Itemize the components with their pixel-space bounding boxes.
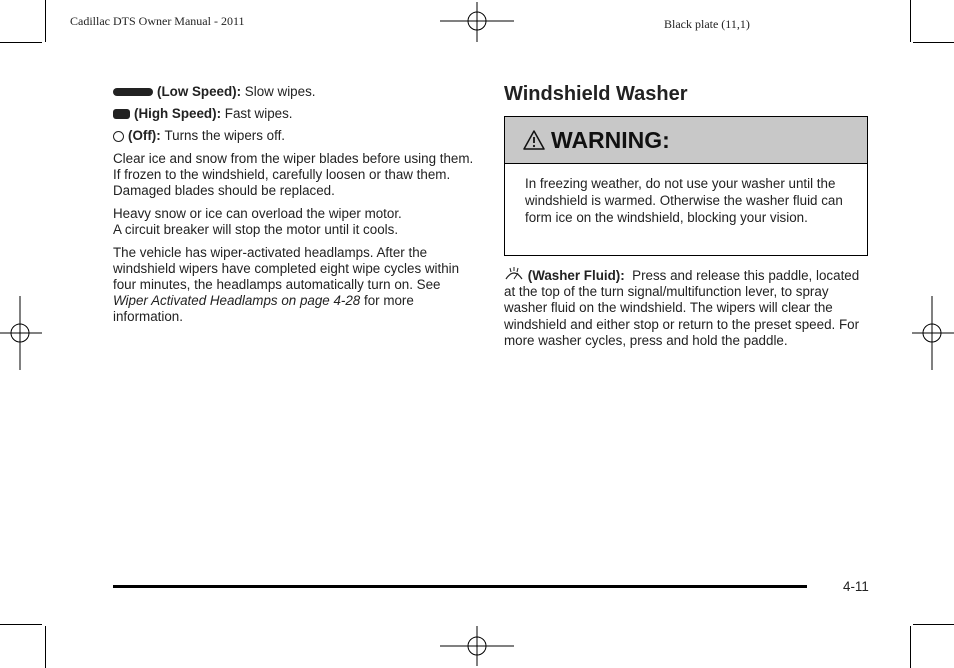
crop-mark bbox=[0, 42, 42, 43]
warning-header bbox=[505, 117, 867, 164]
crop-mark bbox=[913, 624, 954, 625]
crop-mark bbox=[910, 0, 911, 42]
registration-mark-bottom bbox=[440, 626, 514, 666]
registration-mark-right bbox=[912, 296, 954, 370]
crop-mark bbox=[0, 624, 42, 625]
warning-title: WARNING: bbox=[551, 126, 670, 153]
wiper-off-icon bbox=[113, 131, 124, 142]
crop-mark bbox=[913, 42, 954, 43]
wiper-high-speed-icon bbox=[113, 109, 130, 119]
headlamps-end: for more information. bbox=[113, 293, 414, 325]
overload-line-2: A circuit breaker will stop the motor until it cools. bbox=[113, 221, 399, 237]
washer-paragraph bbox=[504, 267, 866, 349]
footer-rule bbox=[113, 585, 807, 588]
list-item bbox=[113, 84, 475, 100]
headlamps-text: The vehicle has wiper-activated headlamps. After the windshield wipers have completed eight wipe cycles within four minutes, the headlamps automatically turn on. See bbox=[113, 244, 460, 293]
paragraph-ice-snow: Clear ice and snow from the wiper blades before using them. If frozen to the windshield, carefully loosen or thaw them. Damaged blades should be replaced. bbox=[113, 150, 474, 199]
item-text: Slow wipes. bbox=[244, 84, 316, 99]
item-label: (Low Speed): bbox=[157, 84, 242, 99]
warning-text: In freezing weather, do not use your washer until the windshield is warmed. Otherwise the washer fluid can form ice on the windshield, blocking your vision. bbox=[525, 176, 843, 225]
plate-label: Black plate (11,1) bbox=[664, 17, 750, 31]
registration-mark-left bbox=[0, 296, 42, 370]
left-column bbox=[113, 84, 475, 332]
crop-mark bbox=[45, 626, 46, 668]
warning-box bbox=[504, 116, 868, 256]
washer-label: (Washer Fluid): bbox=[527, 268, 625, 283]
washer-fluid-icon bbox=[504, 267, 524, 281]
item-text: Fast wipes. bbox=[224, 106, 293, 122]
wiper-low-speed-icon bbox=[113, 88, 153, 96]
overload-line-1: Heavy snow or ice can overload the wiper motor. bbox=[113, 205, 402, 221]
paragraph-overload bbox=[113, 206, 475, 238]
warning-triangle-icon bbox=[523, 130, 545, 150]
washer-text: Press and release this paddle, located at the top of the turn signal/multifunction lever, to spray washer fluid on the windshield. The wipers will clear the windshield and either stop or return to the preset speed. For more washer cycles, press and hold the paddle. bbox=[504, 268, 860, 348]
list-item bbox=[113, 106, 475, 122]
manual-title: Cadillac DTS Owner Manual - 2011 bbox=[70, 14, 245, 28]
item-text: Turns the wipers off. bbox=[164, 128, 286, 144]
section-heading: Windshield Washer bbox=[504, 83, 688, 105]
crop-mark bbox=[910, 626, 911, 668]
item-label: (High Speed): bbox=[134, 106, 222, 122]
cross-reference-link[interactable]: Wiper Activated Headlamps on page 4-28 bbox=[113, 293, 361, 309]
registration-mark-top bbox=[440, 2, 514, 42]
paragraph-headlamps bbox=[113, 245, 475, 326]
crop-mark bbox=[45, 0, 46, 42]
list-item bbox=[113, 128, 475, 144]
item-label: (Off): bbox=[128, 128, 161, 144]
page-number: 4-11 bbox=[843, 579, 869, 594]
